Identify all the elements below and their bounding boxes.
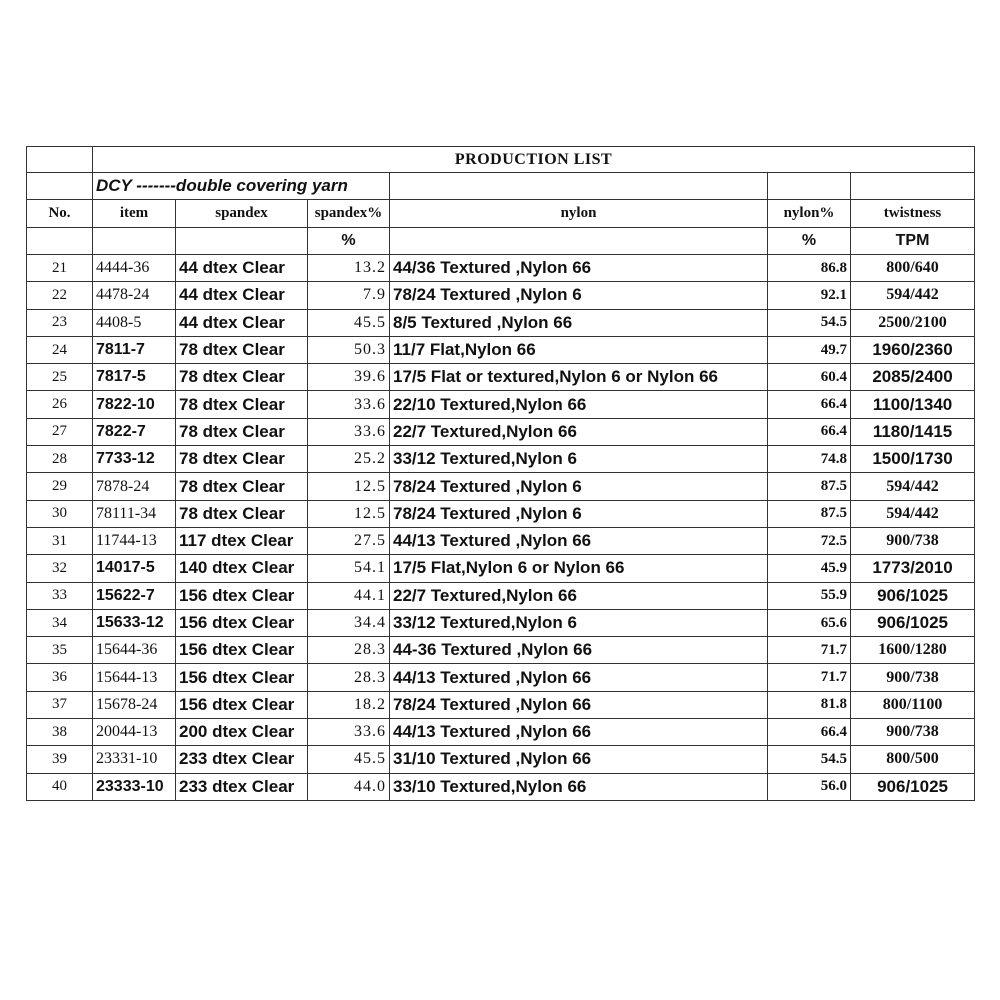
cell-nylon: 44/36 Textured ,Nylon 66: [390, 255, 768, 282]
cell-item: 7822-7: [93, 418, 176, 445]
cell-twistness: 800/500: [851, 746, 975, 773]
cell-spandex: 78 dtex Clear: [176, 364, 308, 391]
cell-nylon-pct: 56.0: [768, 773, 851, 800]
cell-spandex-pct: 25.2: [308, 446, 390, 473]
cell-nylon: 22/7 Textured,Nylon 66: [390, 418, 768, 445]
cell-twistness: 2085/2400: [851, 364, 975, 391]
cell-spandex: 44 dtex Clear: [176, 309, 308, 336]
cell-spandex-pct: 54.1: [308, 555, 390, 582]
cell-twistness: 900/738: [851, 664, 975, 691]
table-row: [27, 446, 975, 473]
cell-spandex-pct: 28.3: [308, 637, 390, 664]
cell-spandex: 78 dtex Clear: [176, 336, 308, 363]
cell-no: 24: [27, 336, 93, 363]
cell-spandex: 78 dtex Clear: [176, 446, 308, 473]
cell-spandex: 78 dtex Clear: [176, 473, 308, 500]
cell-no: 21: [27, 255, 93, 282]
cell-spandex-pct: 39.6: [308, 364, 390, 391]
cell-spandex-pct: 27.5: [308, 527, 390, 554]
cell-twistness: 900/738: [851, 527, 975, 554]
cell-twistness: 906/1025: [851, 582, 975, 609]
cell-item: 4444-36: [93, 255, 176, 282]
cell-item: 15622-7: [93, 582, 176, 609]
cell-nylon-pct: 74.8: [768, 446, 851, 473]
cell-twistness: 800/640: [851, 255, 975, 282]
blank-cell: [768, 173, 851, 200]
unit-spandex-pct: %: [308, 228, 390, 255]
cell-spandex: 140 dtex Clear: [176, 555, 308, 582]
unit-nylon-pct: %: [768, 228, 851, 255]
cell-spandex-pct: 44.0: [308, 773, 390, 800]
blank-cell: [27, 228, 93, 255]
cell-nylon-pct: 54.5: [768, 309, 851, 336]
cell-nylon: 78/24 Textured ,Nylon 66: [390, 691, 768, 718]
blank-cell: [390, 173, 768, 200]
cell-nylon-pct: 86.8: [768, 255, 851, 282]
blank-cell: [93, 228, 176, 255]
cell-twistness: 1100/1340: [851, 391, 975, 418]
title-row: [27, 147, 975, 173]
cell-no: 30: [27, 500, 93, 527]
blank-cell: [27, 147, 93, 173]
cell-item: 14017-5: [93, 555, 176, 582]
table-row: [27, 773, 975, 800]
cell-twistness: 594/442: [851, 282, 975, 309]
header-item: item: [93, 200, 176, 228]
cell-spandex-pct: 12.5: [308, 500, 390, 527]
cell-nylon-pct: 60.4: [768, 364, 851, 391]
cell-no: 26: [27, 391, 93, 418]
cell-no: 36: [27, 664, 93, 691]
cell-nylon-pct: 81.8: [768, 691, 851, 718]
cell-nylon: 22/7 Textured,Nylon 66: [390, 582, 768, 609]
cell-spandex-pct: 7.9: [308, 282, 390, 309]
table-row: [27, 418, 975, 445]
cell-twistness: 2500/2100: [851, 309, 975, 336]
cell-spandex: 156 dtex Clear: [176, 609, 308, 636]
cell-no: 32: [27, 555, 93, 582]
cell-spandex: 156 dtex Clear: [176, 691, 308, 718]
cell-spandex-pct: 33.6: [308, 418, 390, 445]
cell-twistness: 1773/2010: [851, 555, 975, 582]
cell-nylon: 17/5 Flat,Nylon 6 or Nylon 66: [390, 555, 768, 582]
cell-spandex: 233 dtex Clear: [176, 746, 308, 773]
cell-nylon-pct: 87.5: [768, 473, 851, 500]
cell-item: 20044-13: [93, 719, 176, 746]
cell-nylon-pct: 45.9: [768, 555, 851, 582]
cell-item: 15678-24: [93, 691, 176, 718]
cell-spandex-pct: 28.3: [308, 664, 390, 691]
cell-spandex-pct: 33.6: [308, 719, 390, 746]
cell-nylon-pct: 49.7: [768, 336, 851, 363]
cell-nylon-pct: 55.9: [768, 582, 851, 609]
blank-cell: [390, 228, 768, 255]
cell-twistness: 800/1100: [851, 691, 975, 718]
cell-spandex: 117 dtex Clear: [176, 527, 308, 554]
table-row: [27, 691, 975, 718]
table-row: [27, 555, 975, 582]
cell-item: 7878-24: [93, 473, 176, 500]
table-row: [27, 500, 975, 527]
table-row: [27, 609, 975, 636]
cell-nylon: 44/13 Textured ,Nylon 66: [390, 527, 768, 554]
cell-spandex-pct: 45.5: [308, 746, 390, 773]
cell-nylon: 22/10 Textured,Nylon 66: [390, 391, 768, 418]
table-row: [27, 255, 975, 282]
cell-nylon: 78/24 Textured ,Nylon 6: [390, 473, 768, 500]
blank-cell: [851, 173, 975, 200]
cell-no: 39: [27, 746, 93, 773]
cell-spandex: 78 dtex Clear: [176, 391, 308, 418]
cell-spandex-pct: 18.2: [308, 691, 390, 718]
cell-spandex-pct: 50.3: [308, 336, 390, 363]
cell-nylon-pct: 66.4: [768, 391, 851, 418]
table-row: [27, 746, 975, 773]
cell-nylon-pct: 71.7: [768, 637, 851, 664]
subtitle-row: [27, 173, 975, 200]
cell-spandex: 44 dtex Clear: [176, 255, 308, 282]
cell-spandex: 156 dtex Clear: [176, 664, 308, 691]
cell-nylon: 78/24 Textured ,Nylon 6: [390, 282, 768, 309]
cell-nylon: 78/24 Textured ,Nylon 6: [390, 500, 768, 527]
cell-nylon-pct: 87.5: [768, 500, 851, 527]
cell-nylon-pct: 92.1: [768, 282, 851, 309]
table-row: [27, 527, 975, 554]
unit-twistness: TPM: [851, 228, 975, 255]
cell-item: 15644-36: [93, 637, 176, 664]
cell-nylon: 8/5 Textured ,Nylon 66: [390, 309, 768, 336]
cell-no: 34: [27, 609, 93, 636]
header-no: No.: [27, 200, 93, 228]
table-row: [27, 637, 975, 664]
cell-no: 27: [27, 418, 93, 445]
cell-spandex: 233 dtex Clear: [176, 773, 308, 800]
header-nylon-pct: nylon%: [768, 200, 851, 228]
cell-no: 29: [27, 473, 93, 500]
cell-spandex: 78 dtex Clear: [176, 418, 308, 445]
cell-nylon-pct: 66.4: [768, 418, 851, 445]
cell-twistness: 594/442: [851, 500, 975, 527]
cell-spandex-pct: 34.4: [308, 609, 390, 636]
cell-twistness: 1500/1730: [851, 446, 975, 473]
production-list-table: [26, 146, 975, 801]
cell-no: 33: [27, 582, 93, 609]
cell-item: 11744-13: [93, 527, 176, 554]
cell-no: 37: [27, 691, 93, 718]
table-row: [27, 719, 975, 746]
cell-no: 38: [27, 719, 93, 746]
cell-item: 23331-10: [93, 746, 176, 773]
cell-spandex: 44 dtex Clear: [176, 282, 308, 309]
cell-twistness: 906/1025: [851, 773, 975, 800]
table-row: [27, 582, 975, 609]
cell-spandex-pct: 13.2: [308, 255, 390, 282]
cell-nylon-pct: 71.7: [768, 664, 851, 691]
table-row: [27, 473, 975, 500]
cell-item: 7733-12: [93, 446, 176, 473]
cell-spandex-pct: 12.5: [308, 473, 390, 500]
cell-nylon: 44-36 Textured ,Nylon 66: [390, 637, 768, 664]
cell-spandex: 78 dtex Clear: [176, 500, 308, 527]
table-row: [27, 336, 975, 363]
cell-nylon: 11/7 Flat,Nylon 66: [390, 336, 768, 363]
table-row: [27, 364, 975, 391]
cell-spandex: 200 dtex Clear: [176, 719, 308, 746]
cell-spandex: 156 dtex Clear: [176, 582, 308, 609]
cell-no: 35: [27, 637, 93, 664]
cell-twistness: 1180/1415: [851, 418, 975, 445]
cell-item: 78111-34: [93, 500, 176, 527]
cell-no: 40: [27, 773, 93, 800]
cell-no: 25: [27, 364, 93, 391]
header-spandex: spandex: [176, 200, 308, 228]
cell-nylon: 17/5 Flat or textured,Nylon 6 or Nylon 66: [390, 364, 768, 391]
cell-nylon: 33/12 Textured,Nylon 6: [390, 609, 768, 636]
blank-cell: [27, 173, 93, 200]
cell-item: 7822-10: [93, 391, 176, 418]
cell-nylon-pct: 72.5: [768, 527, 851, 554]
table-row: [27, 282, 975, 309]
header-twistness: twistness: [851, 200, 975, 228]
cell-twistness: 1600/1280: [851, 637, 975, 664]
cell-spandex-pct: 45.5: [308, 309, 390, 336]
table-row: [27, 391, 975, 418]
cell-no: 31: [27, 527, 93, 554]
cell-nylon: 44/13 Textured ,Nylon 66: [390, 664, 768, 691]
cell-nylon-pct: 54.5: [768, 746, 851, 773]
cell-twistness: 1960/2360: [851, 336, 975, 363]
cell-item: 7811-7: [93, 336, 176, 363]
cell-item: 4478-24: [93, 282, 176, 309]
cell-nylon-pct: 66.4: [768, 719, 851, 746]
cell-item: 23333-10: [93, 773, 176, 800]
cell-spandex: 156 dtex Clear: [176, 637, 308, 664]
units-row: [27, 228, 975, 255]
cell-nylon: 44/13 Textured ,Nylon 66: [390, 719, 768, 746]
table-title: PRODUCTION LIST: [93, 147, 975, 173]
header-nylon: nylon: [390, 200, 768, 228]
cell-nylon: 33/12 Textured,Nylon 6: [390, 446, 768, 473]
cell-item: 15633-12: [93, 609, 176, 636]
cell-twistness: 594/442: [851, 473, 975, 500]
table-subtitle: DCY -------double covering yarn: [93, 173, 390, 200]
header-row: [27, 200, 975, 228]
table-row: [27, 309, 975, 336]
cell-twistness: 906/1025: [851, 609, 975, 636]
cell-twistness: 900/738: [851, 719, 975, 746]
blank-cell: [176, 228, 308, 255]
cell-spandex-pct: 44.1: [308, 582, 390, 609]
cell-nylon: 31/10 Textured ,Nylon 66: [390, 746, 768, 773]
cell-nylon: 33/10 Textured,Nylon 66: [390, 773, 768, 800]
cell-nylon-pct: 65.6: [768, 609, 851, 636]
cell-no: 23: [27, 309, 93, 336]
cell-no: 28: [27, 446, 93, 473]
header-spandex-pct: spandex%: [308, 200, 390, 228]
cell-item: 7817-5: [93, 364, 176, 391]
cell-item: 4408-5: [93, 309, 176, 336]
cell-no: 22: [27, 282, 93, 309]
cell-item: 15644-13: [93, 664, 176, 691]
cell-spandex-pct: 33.6: [308, 391, 390, 418]
table-row: [27, 664, 975, 691]
